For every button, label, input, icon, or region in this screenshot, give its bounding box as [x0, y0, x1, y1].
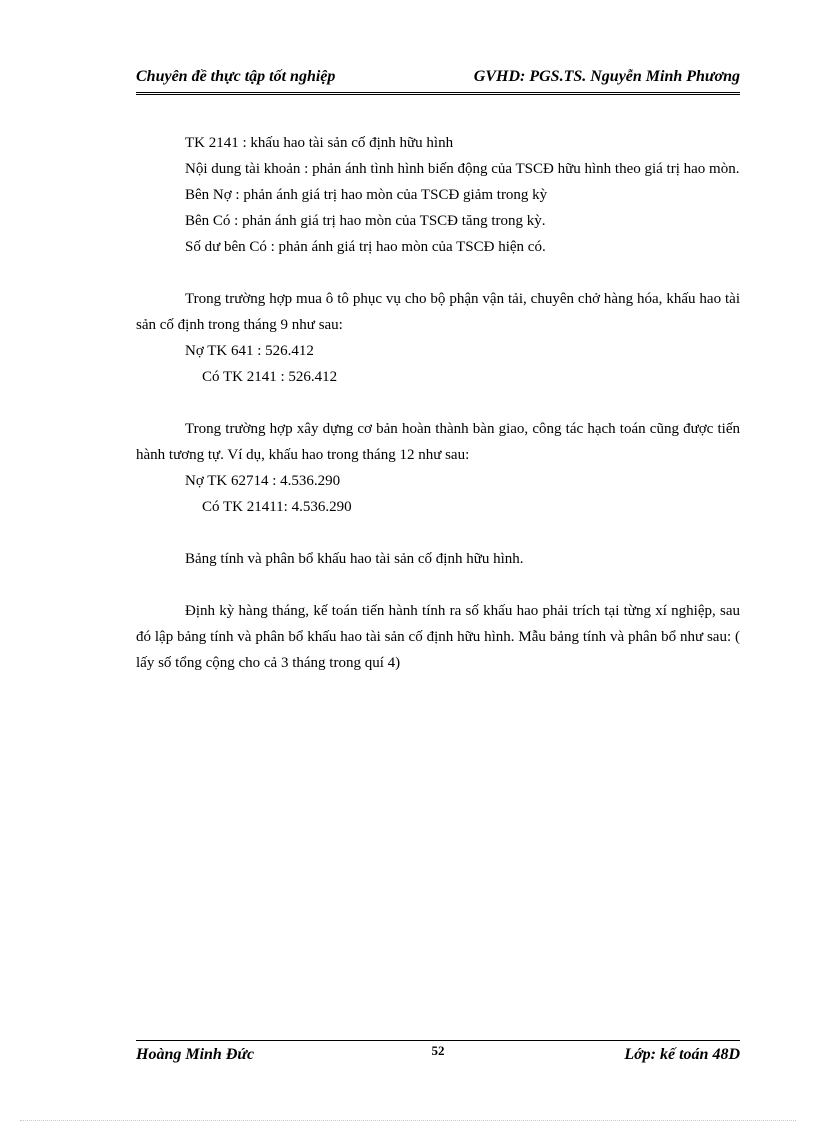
- page-edge-divider: [20, 1120, 796, 1121]
- header-supervisor: GVHD: PGS.TS. Nguyễn Minh Phương: [473, 68, 740, 85]
- footer-class: Lớp: kế toán 48D: [624, 1046, 740, 1063]
- paragraph-construction: Trong trường hợp xây dựng cơ bản hoàn thành bàn giao, công tác hạch toán cũng được tiến hành tương tự. Ví dụ, khấu hao trong tháng 12 như sau:: [136, 421, 740, 463]
- page-header: [136, 68, 740, 95]
- paragraph-vehicle: Trong trường hợp mua ô tô phục vụ cho bộ phận vận tải, chuyên chở hàng hóa, khấu hao tài sản cố định trong tháng 9 như sau:: [136, 291, 740, 333]
- account-title: TK 2141 : khấu hao tài sản cố định hữu hình: [185, 135, 454, 151]
- page-number: 52: [431, 1043, 445, 1058]
- page-body: [136, 130, 740, 676]
- credit-balance: Số dư bên Có : phản ánh giá trị hao mòn của TSCĐ hiện có.: [185, 239, 546, 255]
- entry-credit-21411: Có TK 21411: 4.536.290: [202, 499, 352, 515]
- paragraph-periodic: Định kỳ hàng tháng, kế toán tiến hành tính ra số khấu hao phải trích tại từng xí nghiệp, sau đó lập bảng tính và phân bổ khấu hao tài sản cố định hữu hình. Mẫu bảng tính và phân bổ như sau: ( lấy số tổng cộng cho cả 3 tháng trong quí 4): [136, 603, 740, 671]
- credit-side: Bên Có : phản ánh giá trị hao mòn của TSCĐ tăng trong kỳ.: [185, 213, 546, 229]
- debit-side: Bên Nợ : phản ánh giá trị hao mòn của TSCĐ giảm trong kỳ: [185, 187, 548, 203]
- header-topic: Chuyên đề thực tập tốt nghiệp: [136, 68, 336, 85]
- entry-credit-2141: Có TK 2141 : 526.412: [202, 369, 338, 385]
- page-footer: [136, 1040, 740, 1071]
- table-heading: Bảng tính và phân bổ khấu hao tài sản cố định hữu hình.: [185, 551, 524, 567]
- footer-author: Hoàng Minh Đức: [136, 1046, 255, 1063]
- entry-debit-62714: Nợ TK 62714 : 4.536.290: [185, 473, 341, 489]
- account-content: Nội dung tài khoản : phản ánh tình hình biến động của TSCĐ hữu hình theo giá trị hao mòn.: [185, 161, 740, 177]
- entry-debit-641: Nợ TK 641 : 526.412: [185, 343, 314, 359]
